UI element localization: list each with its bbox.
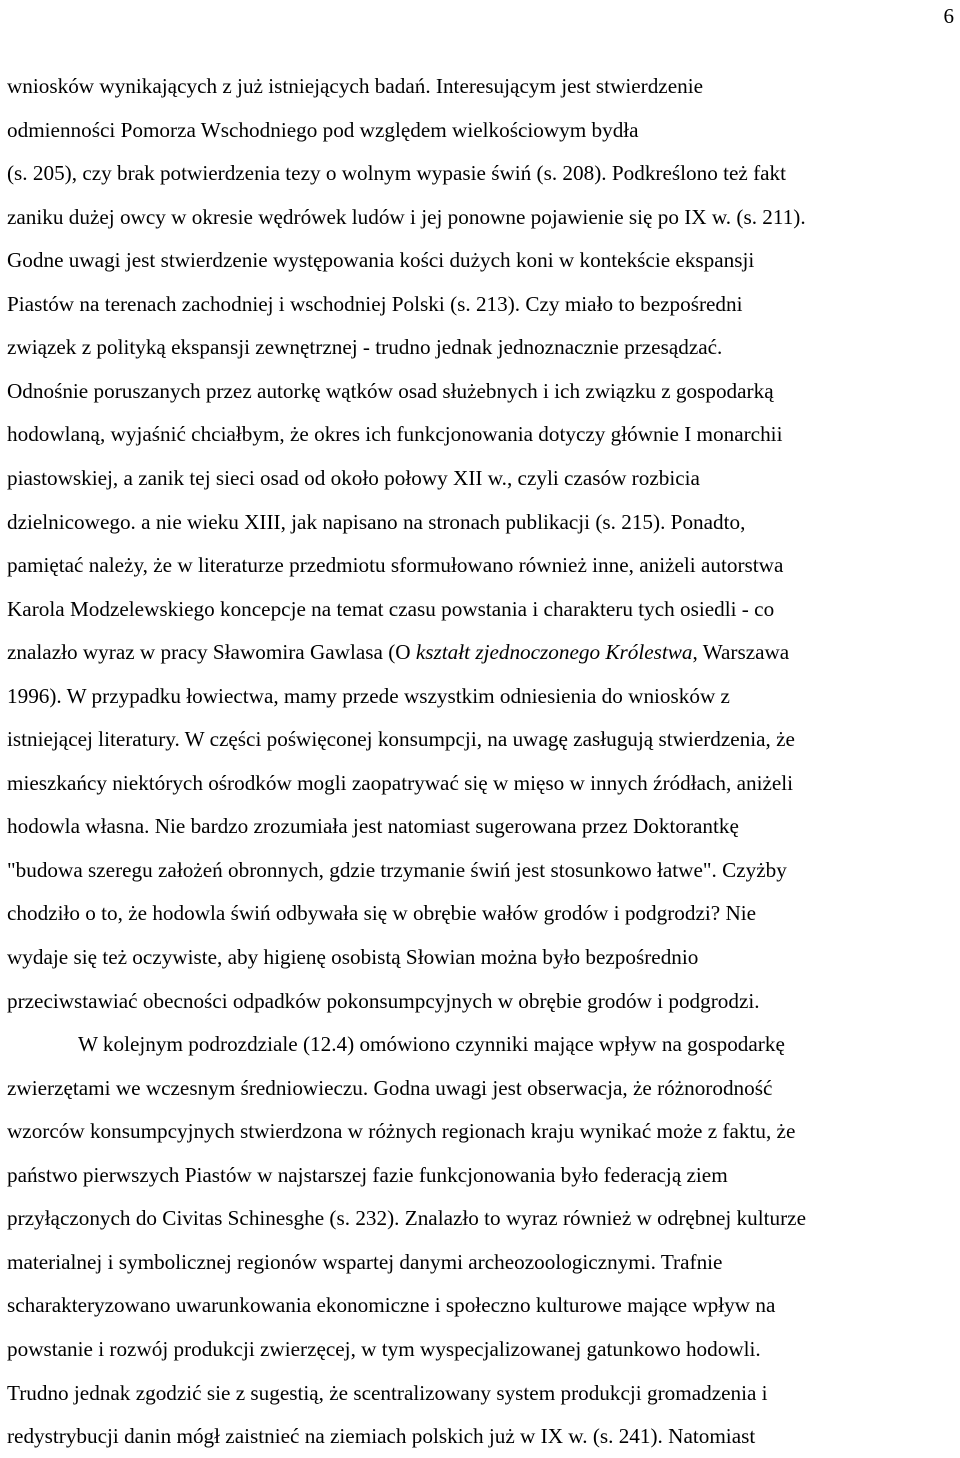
text-line: odmienności Pomorza Wschodniego pod względem wielkościowym bydła — [7, 117, 639, 142]
text-line: redystrybucji danin mógł zaistnieć na ziemiach polskich już w IX w. (s. 241). Natomiast — [7, 1424, 756, 1449]
text-line: wydaje się też oczywiste, aby higienę osobistą Słowian można było bezpośrednio — [7, 945, 699, 969]
text-line: hodowla własna. Nie bardzo zrozumiała jest natomiast sugerowana przez Doktorantkę — [7, 814, 739, 839]
text-line: przyłączonych do Civitas Schinesghe (s. 232). Znalazło to wyraz również w odrębnej kulturze — [7, 1206, 806, 1231]
text-line: pamiętać należy, że w literaturze przedmiotu sformułowano również inne, aniżeli autorstwa — [7, 553, 784, 578]
text-line: zwierzętami we wczesnym średniowieczu. Godna uwagi jest obserwacja, że różnorodność — [7, 1075, 773, 1100]
text-line: państwo pierwszych Piastów w najstarszej fazie funkcjonowania było federacją ziem — [7, 1162, 728, 1187]
text-line: W kolejnym podrozdziale (12.4) omówiono czynniki mające wpływ na gospodarkę — [78, 1032, 785, 1057]
text-line: zaniku dużej owcy w okresie wędrówek ludów i jej ponowne pojawienie się po IX w. (s. 211). — [7, 204, 806, 229]
text-line: wzorców konsumpcyjnych stwierdzona w różnych regionach kraju wynikać może z faktu, że — [7, 1119, 796, 1144]
text-line: Piastów na terenach zachodniej i wschodniej Polski (s. 213). Czy miało to bezpośredni — [7, 291, 743, 316]
text-line: przeciwstawiać obecności odpadków pokonsumpcyjnych w obrębie grodów i podgrodzi. — [7, 988, 760, 1013]
text-line: Trudno jednak zgodzić sie z sugestią, że scentralizowany system produkcji gromadzenia i — [7, 1380, 768, 1405]
text-line: Odnośnie poruszanych przez autorkę wątków osad służebnych i ich związku z gospodarką — [7, 378, 774, 403]
text-line-segment: , Warszawa — [692, 640, 790, 665]
text-line: scharakteryzowano uwarunkowania ekonomiczne i społeczno kulturowe mające wpływ na — [7, 1293, 776, 1318]
text-line: hodowlaną, wyjaśnić chciałbym, że okres ich funkcjonowania dotyczy głównie I monarchii — [7, 422, 783, 447]
text-line: powstanie i rozwój produkcji zwierzęcej, w tym wyspecjalizowanej gatunkowo hodowli. — [7, 1336, 761, 1361]
text-line: Godne uwagi jest stwierdzenie występowania kości dużych koni w kontekście ekspansji — [7, 248, 755, 273]
text-line-segment: znalazło wyraz w pracy Sławomira Gawlasa (O — [7, 640, 416, 665]
text-line: "budowa szeregu założeń obronnych, gdzie trzymanie świń jest stosunkowo łatwe". Czyżby — [7, 857, 787, 882]
text-line: mieszkańcy niektórych ośrodków mogli zaopatrywać się w mięso w innych źródłach, aniżeli — [7, 770, 794, 795]
text-line: 1996). W przypadku łowiectwa, mamy przede wszystkim odniesienia do wniosków z — [7, 683, 730, 708]
text-line: chodziło o to, że hodowla świń odbywała się w obrębie wałów grodów i podgrodzi? Nie — [7, 901, 757, 926]
text-line: istniejącej literatury. W części poświęconej konsumpcji, na uwagę zasługują stwierdzenia, że — [7, 727, 795, 752]
text-line: Karola Modzelewskiego koncepcje na temat czasu powstania i charakteru tych osiedli - co — [7, 596, 775, 621]
text-line: materialnej i symbolicznej regionów wspartej danymi archeozoologicznymi. Trafnie — [7, 1249, 723, 1274]
text-line: (s. 205), czy brak potwierdzenia tezy o wolnym wypasie świń (s. 208). Podkreślono też fakt — [7, 161, 787, 186]
text-line: dzielnicowego. a nie wieku XIII, jak napisano na stronach publikacji (s. 215). Ponadto, — [7, 509, 746, 534]
text-line: związek z polityką ekspansji zewnętrznej - trudno jednak jednoznacznie przesądzać. — [7, 335, 723, 360]
text-line — [7, 642, 789, 663]
book-title: kształt zjednoczonego Królestwa — [415, 640, 693, 665]
text-line: wniosków wynikających z już istniejących badań. Interesującym jest stwierdzenie — [7, 74, 704, 98]
text-line: piastowskiej, a zanik tej sieci osad od około połowy XII w., czyli czasów rozbicia — [7, 465, 700, 490]
page-number: 6 — [943, 4, 954, 28]
